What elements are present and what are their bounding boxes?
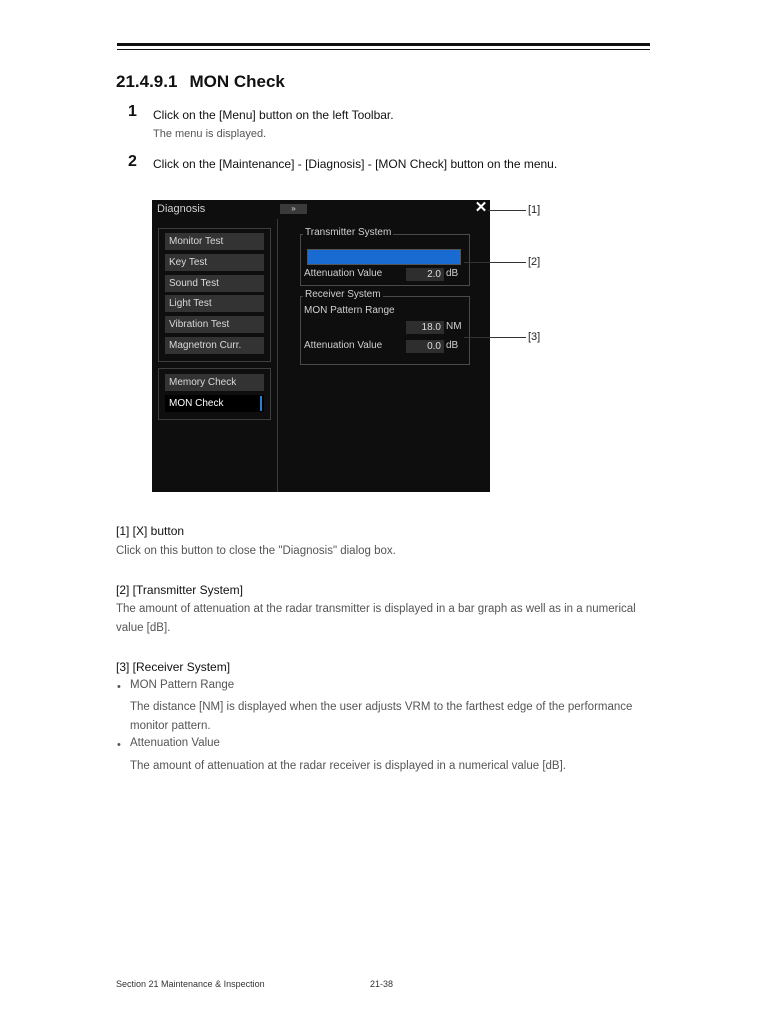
callout-label-2: [2] xyxy=(528,256,541,268)
step-sub-1: The menu is displayed. xyxy=(153,128,267,140)
callout-label-1: [1] xyxy=(528,204,541,216)
close-button[interactable]: ✕ xyxy=(474,199,488,216)
magnetron-curr-button[interactable]: Magnetron Curr. xyxy=(165,337,264,354)
key-test-button[interactable]: Key Test xyxy=(165,254,264,271)
receiver-system-legend: Receiver System xyxy=(305,289,381,300)
mon-pattern-range-value: 18.0 xyxy=(406,321,444,334)
light-test-button[interactable]: Light Test xyxy=(165,295,264,312)
bullet-attenuation-text: The amount of attenuation at the radar receiver is displayed in a numerical value [dB]. xyxy=(130,760,566,772)
footer-page-number: 21-38 xyxy=(370,979,394,989)
section-number: 21.4.9.1 xyxy=(116,72,178,91)
callout-line-3 xyxy=(464,337,526,338)
section-title: MON Check xyxy=(189,72,285,91)
bullet-attenuation: • xyxy=(117,739,121,751)
item1-text: Click on this button to close the "Diagnosis" dialog box. xyxy=(116,545,396,557)
item3-title: [3] [Receiver System] xyxy=(116,660,231,674)
item2-text: The amount of attenuation at the radar transmitter is displayed in a bar graph as well as in a numerical value [dB]. xyxy=(116,603,636,634)
section-heading xyxy=(116,72,285,92)
receiver-attenuation-label: Attenuation Value xyxy=(304,340,383,351)
mon-check-button[interactable]: MON Check xyxy=(165,395,264,412)
dialog-divider xyxy=(277,219,278,492)
callout-line-2 xyxy=(464,262,526,263)
transmitter-system-legend: Transmitter System xyxy=(305,227,392,238)
item2-title: [2] [Transmitter System] xyxy=(116,583,243,597)
check-menu-group xyxy=(158,368,271,420)
header-rule-thin xyxy=(117,49,650,50)
footer-section: Section 21 Maintenance & Inspection xyxy=(116,979,265,989)
transmitter-bar-fill xyxy=(308,250,460,264)
transmitter-attenuation-label: Attenuation Value xyxy=(304,268,383,279)
bullet-mon-range-text: The distance [NM] is displayed when the user adjusts VRM to the farthest edge of the performance monitor pattern. xyxy=(130,701,633,732)
transmitter-attenuation-value: 2.0 xyxy=(406,268,444,281)
memory-check-button[interactable]: Memory Check xyxy=(165,374,264,391)
receiver-attenuation-value: 0.0 xyxy=(406,340,444,353)
callout-label-3: [3] xyxy=(528,331,541,343)
receiver-attenuation-unit: dB xyxy=(446,340,459,351)
step-number-1: 1 xyxy=(128,103,137,120)
sound-test-button[interactable]: Sound Test xyxy=(165,275,264,292)
header-rule-thick xyxy=(117,43,650,46)
diagnosis-dialog xyxy=(152,200,490,492)
test-menu-group xyxy=(158,228,271,362)
vibration-test-button[interactable]: Vibration Test xyxy=(165,316,264,333)
step-text-2: Click on the [Maintenance] - [Diagnosis] - [MON Check] button on the menu. xyxy=(153,157,558,171)
mon-pattern-range-unit: NM xyxy=(446,321,462,332)
transmitter-attenuation-unit: dB xyxy=(446,268,459,279)
transmitter-attenuation-bar xyxy=(307,249,461,265)
item1-title: [1] [X] button xyxy=(116,524,185,538)
bullet-mon-range-label: MON Pattern Range xyxy=(130,679,235,691)
bullet-mon-range: • xyxy=(117,681,121,693)
monitor-test-button[interactable]: Monitor Test xyxy=(165,233,264,250)
mon-pattern-range-label: MON Pattern Range xyxy=(304,305,395,316)
step-number-2: 2 xyxy=(128,153,137,170)
bullet-attenuation-label: Attenuation Value xyxy=(130,737,220,749)
step-text-1: Click on the [Menu] button on the left Toolbar. xyxy=(153,108,394,122)
dialog-title: Diagnosis xyxy=(157,203,206,215)
callout-line-1 xyxy=(488,210,526,211)
expand-button[interactable]: » xyxy=(280,204,307,214)
